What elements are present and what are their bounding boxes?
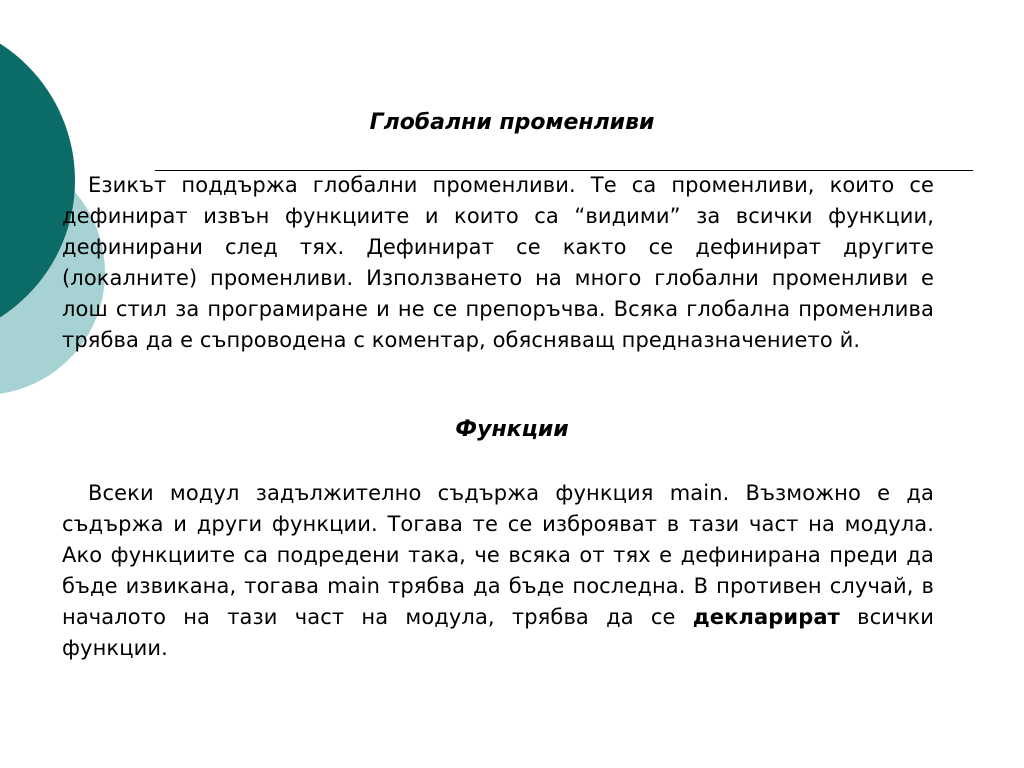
- paragraph-functions-bold-word: декларират: [692, 605, 840, 629]
- paragraph-functions-text-after: всички функции.: [62, 605, 935, 660]
- section-title-global-variables: Глобални променливи: [369, 110, 655, 135]
- paragraph-global-variables-text: Езикът поддържа глобални променливи. Те са променливи, които се дефинират извън функциите и които са “видими” за всички функции, дефинирани след тях. Дефинират се както се дефинират другите (локалните) променливи. Използването на много глобални променливи е лош стил за програмиране и не се препоръчва. Всяка глобална променлива трябва да е съпроводена с коментар, обясняващ предназначението й.: [62, 173, 934, 352]
- section-title-functions: Функции: [455, 417, 569, 442]
- paragraph-functions: [62, 478, 934, 664]
- paragraph-functions-text-before: Всеки модул задължително съдържа функция main. Възможно е да съдържа и други функции. Тогава те се изброяват в тази част на модула. Ако функциите са подредени така, че всяка от тях е дефинирана преди да бъде извикана, тогава main трябва да бъде последна. В противен случай, в началото на тази част на модула, трябва да се: [62, 481, 934, 629]
- paragraph-global-variables: [62, 170, 934, 356]
